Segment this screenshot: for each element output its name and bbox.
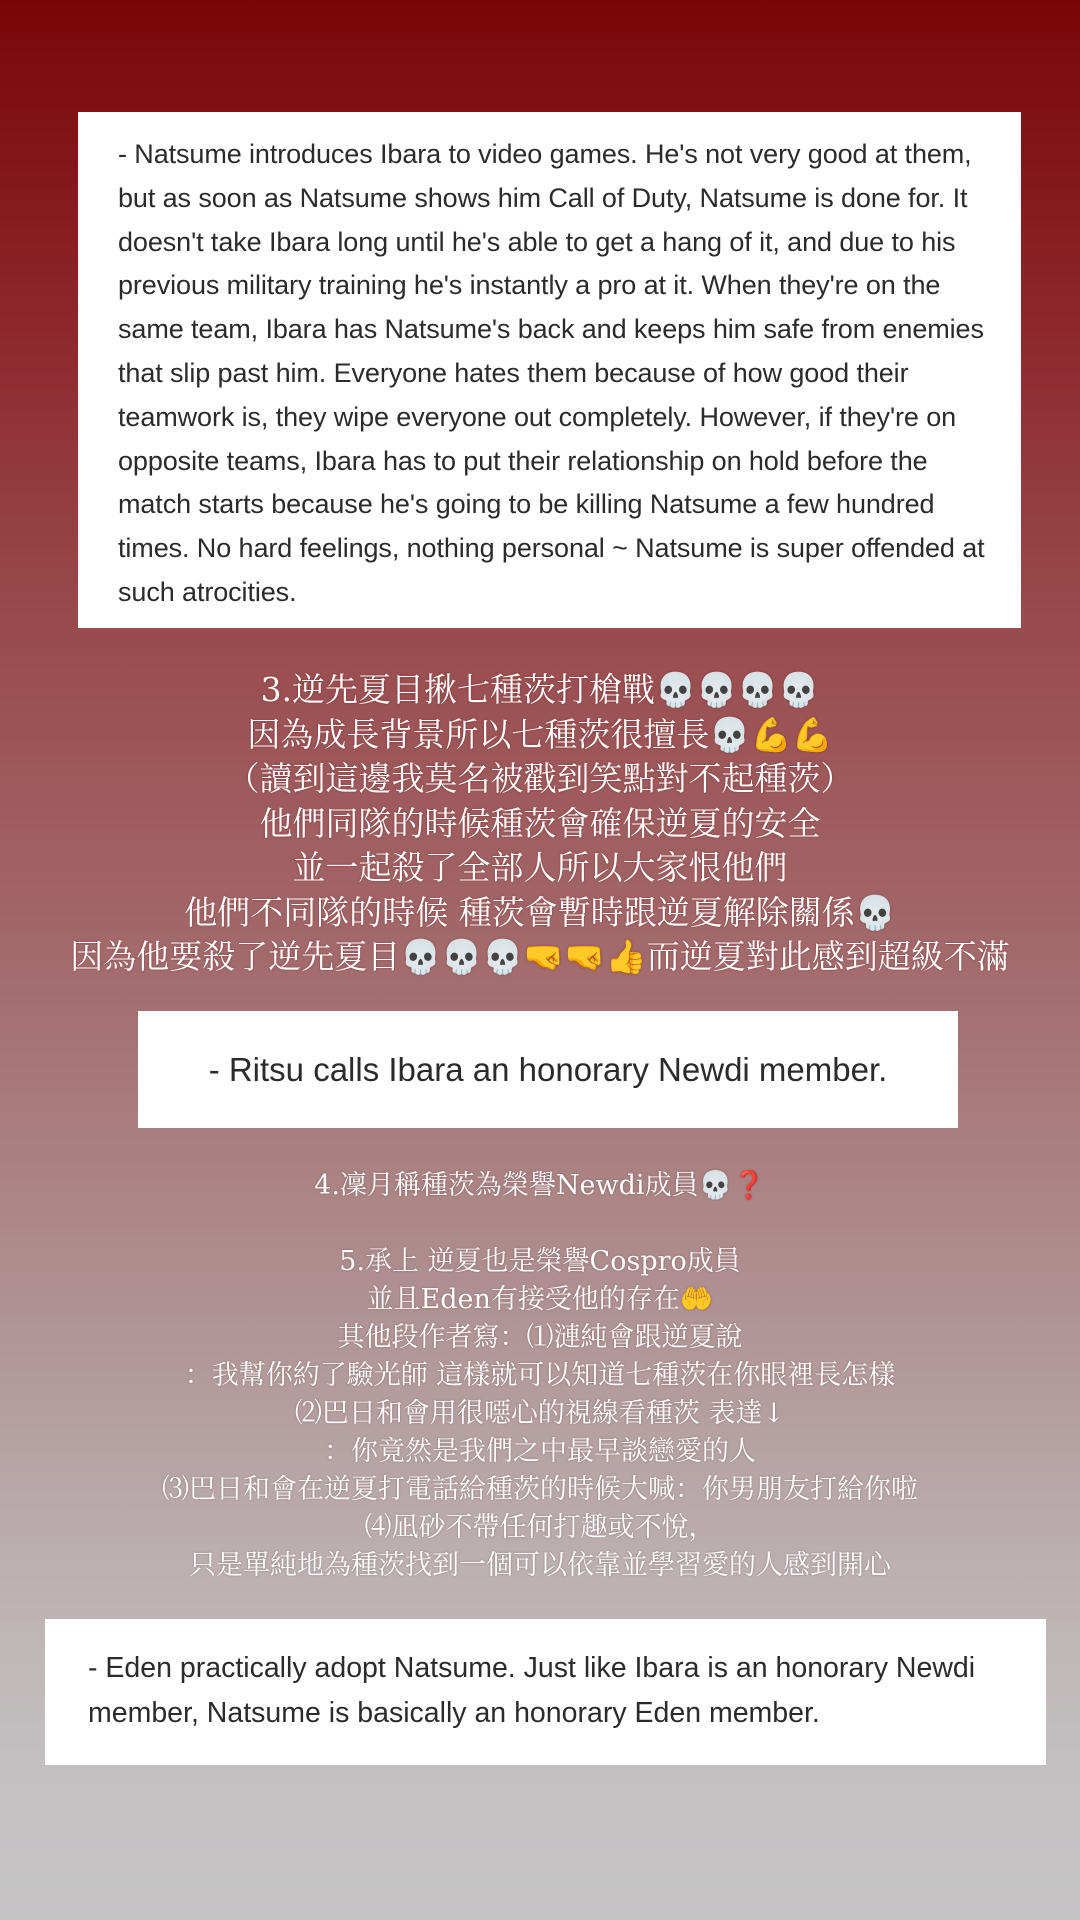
skull-icon: 💀 — [698, 1170, 733, 1201]
section-3-line-4: 他們同隊的時候種茨會確保逆夏的安全 — [259, 803, 821, 843]
section-5-line-1: 5.承上 逆夏也是榮譽Cospro成員 — [339, 1246, 741, 1277]
open-hands-icon: 🤲 — [679, 1284, 714, 1315]
section-3-line-5: 並一起殺了全部人所以大家恨他們 — [292, 848, 788, 887]
english-text-card-1 — [78, 112, 1021, 628]
question-mark-icon: ❓ — [732, 1170, 766, 1201]
section-3-line-3: （讀到這邊我莫名被戳到笑點對不起種茨） — [226, 759, 854, 798]
section-gap — [0, 1205, 1080, 1243]
english-text-card-3 — [45, 1619, 1046, 1765]
section-5-line-2: 並且Eden有接受他的存在🤲 — [0, 1281, 1080, 1319]
section-3-line-6: 他們不同隊的時候 種茨會暫時跟逆夏解除關係💀 — [0, 891, 1080, 936]
section-3-line-7: 因為他要殺了逆先夏目💀💀💀🤜🤜👍而逆夏對此感到超級不滿 — [0, 935, 1080, 980]
chinese-section-4-5 — [0, 1167, 1080, 1585]
section-5-line-9: 只是單純地為種茨找到一個可以依靠並學習愛的人感到開心 — [189, 1550, 891, 1581]
skull-fist-thumbsup-icons: 💀💀💀🤜🤜👍 — [400, 937, 647, 976]
card-1-text: - Natsume introduces Ibara to video games. He's not very good at them, but as soon as Natsume shows him Call of Duty, Natsume is done for. It doesn't take Ibara long until he's able to get a hang of it, and due to his previous military training he's instantly a pro at it. When they're on the same team, Ibara has Natsume's back and keeps him safe from enemies that slip past him. Everyone hates them because of how good their teamwork is, they wipe everyone out completely. However, if they're on opposite teams, Ibara has to put their relationship on hold before the match starts because he's going to be killing Natsume a few hundred times. No hard feelings, nothing personal ~ Natsume is super offended at such atrocities. — [118, 139, 985, 607]
english-text-card-2 — [138, 1011, 958, 1128]
section-5-line-3: 其他段作者寫：⑴漣純會跟逆夏說 — [337, 1322, 743, 1353]
section-5-line-4: ：我幫你約了驗光師 這樣就可以知道七種茨在你眼裡長怎樣 — [184, 1360, 896, 1391]
chinese-section-3 — [0, 668, 1080, 980]
section-4-line-1: 4.凜月稱種茨為榮譽Newdi成員💀❓ — [0, 1167, 1080, 1205]
section-3-line-1: 3.逆先夏目揪七種茨打槍戰💀💀💀💀 — [0, 668, 1080, 713]
section-3-line-2: 因為成長背景所以七種茨很擅長💀💪💪 — [0, 713, 1080, 758]
card-2-text: - Ritsu calls Ibara an honorary Newdi member. — [208, 1050, 888, 1088]
section-5-line-5: ⑵巴日和會用很噁心的視線看種茨 表達↓ — [294, 1398, 786, 1429]
section-5-line-8: ⑷凪砂不帶任何打趣或不悅， — [364, 1512, 716, 1543]
section-5-line-6: ：你竟然是我們之中最早談戀愛的人 — [324, 1436, 756, 1467]
card-3-text: - Eden practically adopt Natsume. Just like Ibara is an honorary Newdi member, Natsume is basically an honorary Eden member. — [88, 1652, 976, 1729]
skull-and-flexed-arm-icons: 💀💪💪 — [709, 714, 833, 754]
skull-icons: 💀💀💀💀 — [655, 670, 820, 709]
section-5-line-7: ⑶巴日和會在逆夏打電話給種茨的時候大喊：你男朋友打給你啦 — [162, 1474, 918, 1505]
skull-icon: 💀 — [854, 892, 896, 932]
